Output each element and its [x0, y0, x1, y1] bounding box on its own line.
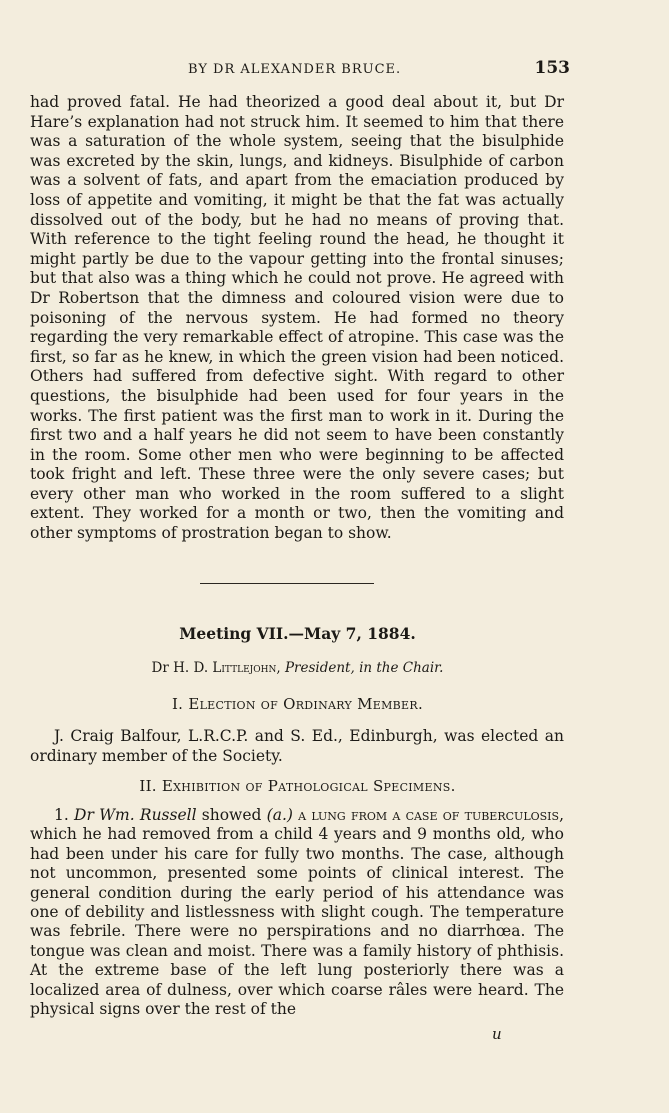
chair-rest: in the Chair.	[359, 660, 444, 676]
specimen-text: , which he had removed from a child 4 years and 9 months old, who had been under his care for fully two months. The case, although not uncommon, presented some points of clinical interest. The general condition during the early period of his attendance was one of debility and listlessness with slight cough. The temperature was febrile. There were no perspirations and no diarrhœa. The tongue was clean and moist. There was a family history of phthisis. At the extreme base of the left lung posteriorly there was a localized area of dulness, over which coarse râles were heard. The physical signs over the rest of the	[30, 806, 564, 1019]
chair-prefix: Dr H. D.	[151, 660, 213, 676]
section-heading-election: I. Election of Ordinary Member.	[171, 695, 424, 713]
item-letter: (a.)	[266, 806, 293, 824]
body-paragraph: had proved fatal. He had theorized a good deal about it, but Dr Hare’s explanation had not struck him. It seemed to him that there was a saturation of the whole system, seeing that the bisulphide was excreted by the skin, lungs, and kidneys. Bisulphide of carbon was a solvent of fats, and apart from the emaciation produced by loss of appetite and vomiting, it might be that the fat was actually dissolved out of the body, but he had no means of proving that. With reference to the tight feeling round the head, he thought it might partly be due to the vapour getting into the frontal sinuses; but that also was a thing which he could not prove. He agreed with Dr Robertson that the dimness and coloured vision were due to poisoning of the nervous system. He had formed no theory regarding the very remarkable effect of atropine. This case was the first, so far as he knew, in which the green vision had been noticed. Others had suffered from defective sight. With regard to other questions, the bisulphide had been used for four years in the works. The first patient was the first man to work in it. During the first two and a half years he did not seem to have been constantly in the room. Some other men who were beginning to be affected took fright and left. These three were the only severe cases; but every other man who worked in the room suffered to a slight extent. They worked for a month or two, then the vomiting and other symptoms of prostration began to show.	[30, 93, 564, 543]
election-paragraph: J. Craig Balfour, L.R.C.P. and S. Ed., Edinburgh, was elected an ordinary member of the Society.	[30, 727, 564, 765]
catchword: u	[492, 1025, 502, 1043]
section-divider	[200, 583, 374, 584]
meeting-heading: Meeting VII.—May 7, 1884.	[179, 624, 416, 643]
presenter-name: Dr Wm. Russell	[74, 806, 197, 824]
president-name: Littlejohn,	[212, 660, 281, 676]
item-number: 1.	[54, 806, 75, 824]
specimen-title: a lung from a case of tubercu	[292, 806, 524, 824]
chair-line	[0, 660, 595, 676]
showed-verb: showed	[196, 806, 267, 824]
specimen-title-continuation: losis	[523, 806, 560, 824]
specimen-paragraph	[30, 806, 564, 1019]
president-title: President,	[284, 660, 355, 676]
page-header	[30, 58, 570, 78]
page-number: 153	[534, 58, 570, 78]
section-heading-exhibition: II. Exhibition of Pathological Specimens.	[139, 777, 456, 795]
running-head: BY DR ALEXANDER BRUCE.	[188, 62, 402, 77]
